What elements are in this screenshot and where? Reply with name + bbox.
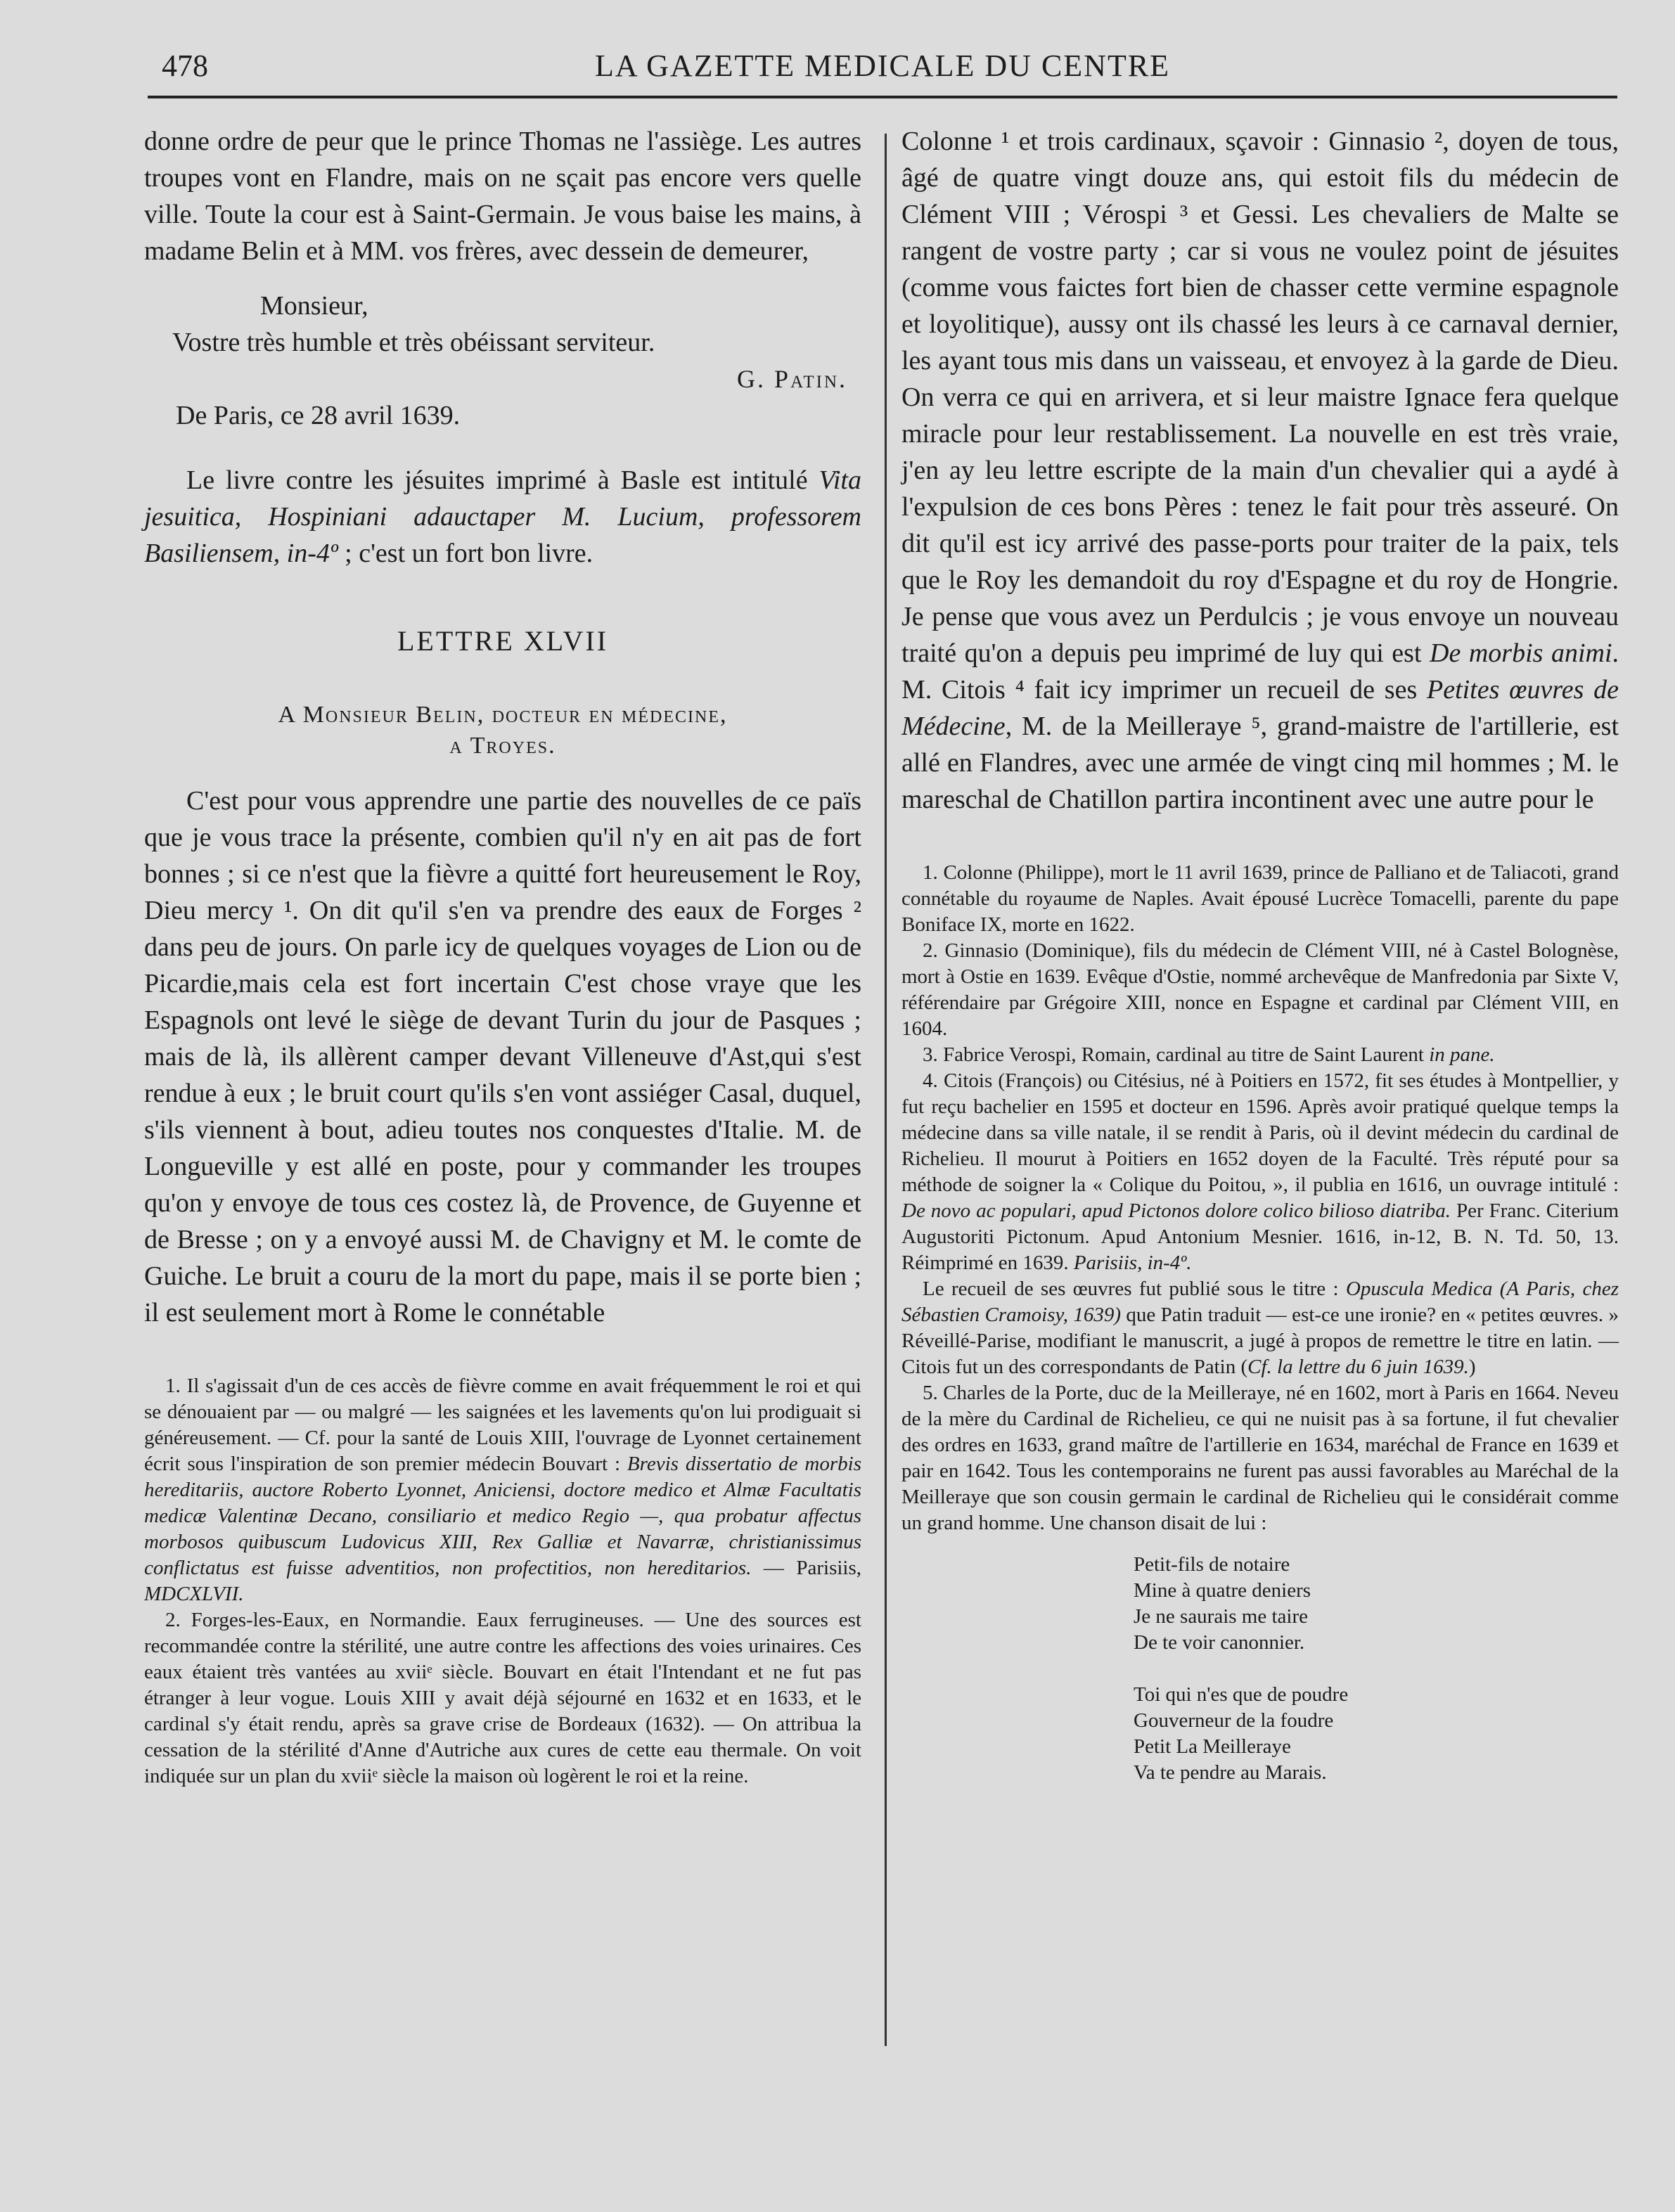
- verse-line: Petit-fils de notaire: [1134, 1553, 1290, 1576]
- running-title: LA GAZETTE MEDICALE DU CENTRE: [594, 49, 1171, 83]
- verse-line: Mine à quatre deniers: [1134, 1579, 1311, 1602]
- addressee: [144, 700, 861, 761]
- footnote-1: 1. Colonne (Philippe), mort le 11 avril 1639, prince de Palliano et de Taliacoti, grand connétable du royaume de Naples. Avait épousé Lucrèce Tomacelli, parente du pape Boniface IX, morte en 1622.: [901, 861, 1619, 936]
- footnote-latin-title: De novo ac populari, apud Pictonos dolore colico bilioso diatriba.: [901, 1200, 1451, 1222]
- footnote-italic: Cf. la lettre du 6 juin 1639.: [1247, 1356, 1469, 1378]
- verse-line: Petit La Meilleraye: [1134, 1735, 1291, 1758]
- footnote-italic: Opuscula Medica (A Paris, chez Sébastien Cramoisy, 1639): [901, 1278, 1619, 1326]
- body-text: . M. Citois ⁴ fait icy imprimer un recueil de ses: [901, 638, 1619, 705]
- book-title: De morbis animi: [1430, 638, 1612, 668]
- left-column: [144, 123, 861, 1789]
- page-number: 478: [162, 49, 208, 83]
- footnote-4-continuation: [901, 1276, 1619, 1380]
- letter-continuation-paragraph: donne ordre de peur que le prince Thomas ne l'assiège. Les autres troupes vont en Flandre, mais on ne sçait pas encore vers quelle ville. Toute la cour est à Saint-Germain. Je vous baise les mains, à madame Belin et à MM. vos frères, avec dessein de demeurer,: [144, 127, 861, 266]
- footnote-5: 5. Charles de la Porte, duc de la Meilleraye, né en 1602, mort à Paris en 1664. Neveu de la mère du Cardinal de Richelieu, ce qui ne nuisit pas à sa fortune, il fut chevalier des ordres en 1633, grand maître de l'artillerie en 1634, maréchal de France en 1639 et pair en 1642. Tous les contemporains ne furent pas aussi favorables au Maréchal de la Meilleraye que son cousin germain le cardinal de Richelieu qui le considérait comme un grand homme. Une chanson disait de lui :: [901, 1382, 1619, 1534]
- page-header: [148, 48, 1617, 90]
- footnote-text: 3. Fabrice Verospi, Romain, cardinal au titre de Saint Laurent: [923, 1043, 1430, 1066]
- footnote-latin-title: Brevis dissertatio de morbis hereditariis, auctore Roberto Lyonnet, Aniciensi, doctore medico et Almæ Facultatis medicæ Valentinæ Decano, consiliario et medico Regio —, qua probatur affectus morbosos quibuscum Ludovicus XIII, Rex Galliæ et Navarræ, christianissimus conflictatus est fuisse adventitios, non profectitios, non hereditarios.: [144, 1453, 861, 1579]
- verse-line: Gouverneur de la foudre: [1134, 1709, 1334, 1732]
- verse-line: Je ne saurais me taire: [1134, 1605, 1309, 1628]
- body-text: Colonne ¹ et trois cardinaux, sçavoir : Ginnasio ², doyen de tous, âgé de quatre vingt douze ans, qui estoit fils du médecin de Clément VIII ; Vérospi ³ et Gessi. Les chevaliers de Malte se rangent de vostre party ; car si vous ne voulez point de jésuites (comme vous faictes fort bien de chasser cette vermine espagnole et loyolitique), aussy ont ils chassé les leurs à ce carnaval dernier, les ayant tous mis dans un vaisseau, et envoyez à la garde de Dieu. On verra ce qui en arrivera, et si leur maistre Ignace fera quelque miracle pour leur restablissement. La nouvelle en est très vraie, j'en ay leu lettre escripte de la main d'un chevalier qui a aydé à l'expulsion de ces bons Pères : tenez le fait pour très asseuré. On dit qu'il est icy arrivé des passe-ports pour traiter de la paix, tels que le Roy les demandoit du roy d'Espagne et du roy de Hongrie. Je pense que vous avez un Perdulcis ; je vous envoye un nouveau traité qu'on a depuis peu imprimé de luy qui est: [901, 127, 1619, 668]
- book-note-end: ; c'est un fort bon livre.: [338, 539, 593, 568]
- letter-heading: LETTRE XLVII: [397, 625, 609, 657]
- valediction: Vostre très humble et très obéissant serviteur.: [172, 328, 655, 357]
- footnote-text: 4. Citois (François) ou Citésius, né à Poitiers en 1572, fit ses études à Montpellier, y fut reçu bachelier en 1595 et docteur en 1596. Après avoir pratiqué quelque temps la médecine dans sa ville natale, il se rendit à Paris, où il devint médecin du cardinal de Richelieu. Il mourut à Poitiers en 1652 doyen de la Faculté. Très réputé pour sa méthode de soigner la « Colique du Poitou, », il publia en 1616, un ouvrage intitulé :: [901, 1069, 1619, 1196]
- header-rule: [148, 96, 1617, 98]
- letter-body-continuation: [901, 123, 1619, 818]
- addressee-line-1: A Monsieur Belin, docteur en médecine,: [278, 702, 728, 728]
- footnote-text: 1. Il s'agissait d'un de ces accès de fièvre comme en avait fréquemment le roi et qui se dénouaient par — ou malgré — les saignées et les lavements qu'on lui prodiguait si généreusement. — Cf. pour la santé de Louis XIII, l'ouvrage de Lyonnet certainement écrit sous l'inspiration de son premier médecin Bouvart :: [144, 1375, 861, 1475]
- signature: G. Patin.: [737, 365, 847, 393]
- footnotes-right: [901, 860, 1619, 1536]
- verse-line: De te voir canonnier.: [1134, 1631, 1305, 1654]
- book-title: Vita jesuitica, Hospiniani adauctaper M. Lucium, professorem Basiliensem, in-4º: [144, 465, 861, 568]
- letter-closing: [144, 288, 861, 361]
- book-note-text: Le livre contre les jésuites imprimé à Basle est intitulé: [186, 465, 819, 495]
- stanza-break: [1134, 1656, 1619, 1682]
- verse-line: Va te pendre au Marais.: [1134, 1761, 1327, 1784]
- verse-line: Toi qui n'es que de poudre: [1134, 1683, 1349, 1706]
- dateline: De Paris, ce 28 avril 1639.: [176, 401, 461, 430]
- footnotes-left: [144, 1373, 861, 1789]
- footnote-4: [901, 1068, 1619, 1276]
- song-verse: [1134, 1552, 1619, 1786]
- letter-body-paragraph: C'est pour vous apprendre une partie des nouvelles de ce païs que je vous trace la présente, combien qu'il n'y en ait pas de fort bonnes ; si ce n'est que la fièvre a quitté fort heureusement le Roy, Dieu mercy ¹. On dit qu'il s'en va prendre des eaux de Forges ² dans peu de jours. On parle icy de quelques voyages de Lion ou de Picardie,mais cela est fort incertain C'est chose vraye que les Espagnols ont levé le siège de devant Turin du jour de Pasques ; mais de là, ils allèrent camper devant Villeneuve d'Ast,qui s'est rendue à eux ; le bruit court qu'ils s'en vont assiéger Casal, duquel, s'ils viennent à bout, adieu toutes nos conquestes d'Italie. M. de Longueville y est allé en poste, pour y commander les troupes qu'on y envoye de tous ces costez là, de Provence, de Guyenne et de Bresse ; on y a envoyé aussi M. de Chavigny et M. le comte de Guiche. Le bruit a couru de la mort du pape, mais il se porte bien ; il est seulement mort à Rome le connétable: [144, 786, 861, 1327]
- footnote-2: 2. Ginnasio (Dominique), fils du médecin de Clément VIII, né à Castel Bolognèse, mort à Ostie en 1639. Evêque d'Ostie, nommé archevêque de Manfredonia par Sixte V, référendaire par Grégoire XIII, nonce en Espagne et cardinal par Clément VIII, en 1604.: [901, 939, 1619, 1040]
- footnote-italic: in pane.: [1429, 1043, 1495, 1066]
- footnote-1: [144, 1373, 861, 1607]
- book-note-paragraph: [144, 462, 861, 572]
- footnote-text: Per Franc. Citerium Augustoriti Pictonum. Apud Antonium Mesnier. 1616, in-12, B. N. Td. 50, 13. Réimprimé en 1639.: [901, 1200, 1619, 1274]
- addressee-line-2: a Troyes.: [449, 733, 556, 759]
- footnote-text: — Parisiis,: [751, 1557, 861, 1579]
- footnote-text: ): [1468, 1356, 1476, 1378]
- book-title: Petites œuvres de Médecine: [901, 675, 1619, 741]
- footnote-text: Le recueil de ses œuvres fut publié sous le titre :: [923, 1278, 1346, 1300]
- footnote-text: que Patin traduit — est-ce une ironie? en « petites œuvres. » Réveillé-Parise, modifiant le manuscrit, a jugé à propos de remettre le titre en latin. — Citois fut un des correspondants de Patin (: [901, 1304, 1619, 1378]
- footnote-italic: Parisiis, in-4º.: [1073, 1252, 1192, 1274]
- footnote-3: [901, 1042, 1619, 1068]
- footnote-2: 2. Forges-les-Eaux, en Normandie. Eaux ferrugineuses. — Une des sources est recommandée contre la stérilité, une autre contre les affections des voies urinaires. Ces eaux étaient très vantées au xviiᵉ siècle. Bouvart en était l'Intendant et ne fut pas étranger à leur vogue. Louis XIII y avait déjà séjourné en 1632 et en 1633, et le cardinal s'y était rendu, après sa grave crise de Bordeaux (1632). — On attribua la cessation de la stérilité d'Anne d'Autriche aux cures de cette eau thermale. On voit indiquée sur un plan du xviiᵉ siècle la maison où logèrent le roi et la reine.: [144, 1609, 861, 1787]
- footnote-date: MDCXLVII.: [144, 1583, 244, 1605]
- right-column: [901, 123, 1619, 1786]
- body-text: , M. de la Meilleraye ⁵, grand-maistre de l'artillerie, est allé en Flandres, avec une armée de vingt cinq mil hommes ; M. le mareschal de Chatillon partira incontinent avec une autre pour le: [901, 712, 1619, 814]
- salutation: Monsieur,: [260, 291, 368, 321]
- column-divider: [885, 134, 887, 2046]
